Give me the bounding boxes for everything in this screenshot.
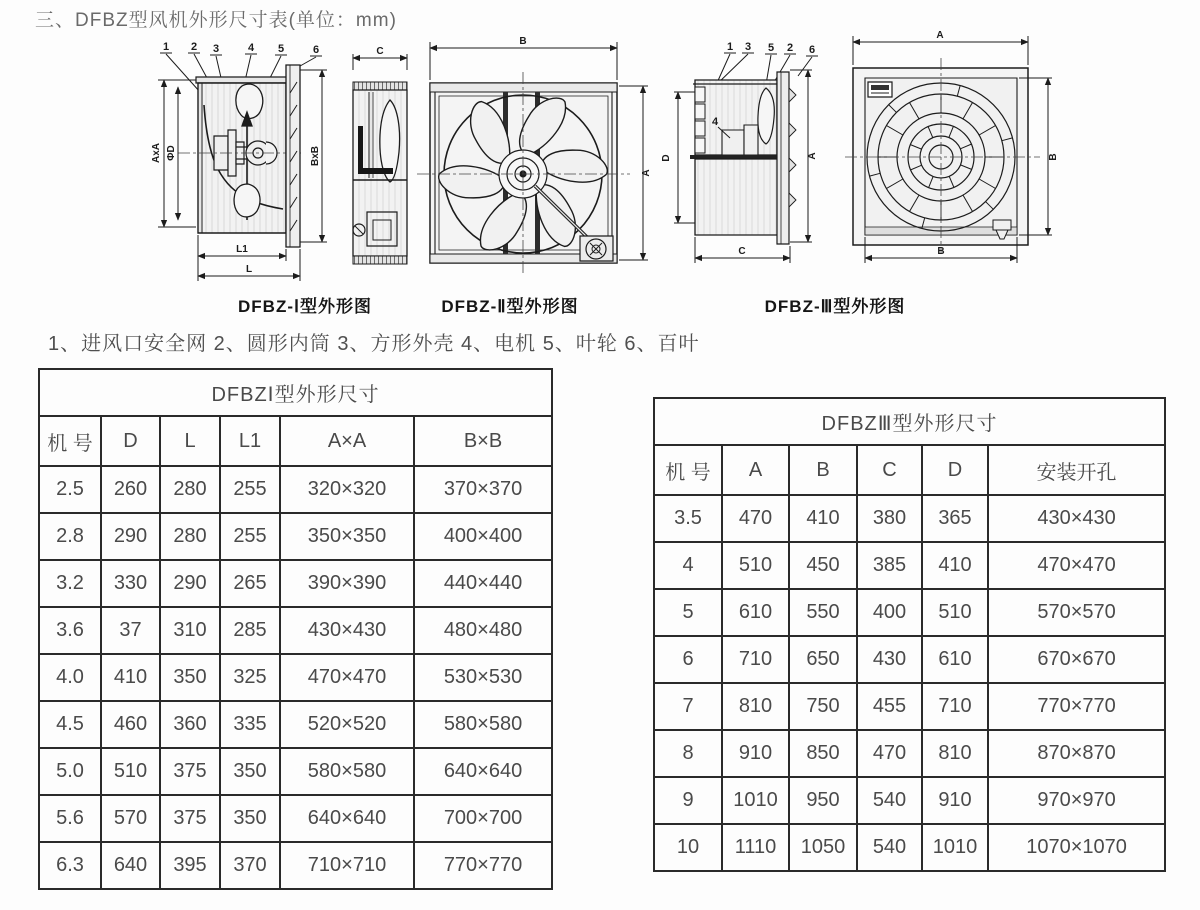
table-cell: 290: [160, 560, 220, 607]
column-header: 机 号: [39, 416, 101, 466]
table-cell: 255: [220, 466, 280, 513]
dim-label-c: C: [738, 246, 746, 257]
table-cell: 610: [922, 636, 988, 683]
table-row: [39, 842, 552, 889]
dimension-phid: [166, 87, 178, 220]
table-cell: 290: [101, 513, 160, 560]
table-cell: 910: [722, 730, 789, 777]
table-cell: 470: [722, 495, 789, 542]
parts-legend: 1、进风口安全网 2、圆形内筒 3、方形外壳 4、电机 5、叶轮 6、百叶: [48, 333, 700, 355]
table-cell: 670×670: [988, 636, 1165, 683]
table-cell: 410: [101, 654, 160, 701]
fan-blade-bottom: [234, 184, 260, 217]
table-cell: 265: [220, 560, 280, 607]
page-title: 三、DFBZ型风机外形尺寸表(单位：mm): [35, 10, 397, 31]
name-plate: [868, 82, 892, 97]
table-cell: 400: [857, 589, 922, 636]
dimension-d: [661, 92, 695, 223]
table-cell: 385: [857, 542, 922, 589]
table-row: [654, 636, 1165, 683]
part-number-6: 6: [808, 44, 816, 56]
column-header: 安装开孔: [988, 445, 1165, 495]
table-row: [654, 589, 1165, 636]
table-row: [39, 607, 552, 654]
table-cell: 700×700: [414, 795, 552, 842]
part-number-5: 5: [277, 43, 285, 55]
part-number-1: 1: [726, 41, 734, 53]
table-cell: 510: [922, 589, 988, 636]
dim-label-l: L: [245, 264, 253, 275]
table-cell: 350: [220, 795, 280, 842]
table-cell: 280: [160, 466, 220, 513]
table-cell: 10: [654, 824, 722, 871]
table-cell: 4.0: [39, 654, 101, 701]
table-cell: 430: [857, 636, 922, 683]
column-header: L: [160, 416, 220, 466]
table-cell: 640×640: [280, 795, 414, 842]
column-header: A×A: [280, 416, 414, 466]
table-cell: 530×530: [414, 654, 552, 701]
table-cell: 3.2: [39, 560, 101, 607]
table-cell: 37: [101, 607, 160, 654]
table-row: [654, 683, 1165, 730]
louver-panel: [286, 65, 300, 247]
column-header: A: [722, 445, 789, 495]
side-view: [661, 70, 818, 263]
column-header: D: [922, 445, 988, 495]
table-cell: 640×640: [414, 748, 552, 795]
table-cell: 3.5: [654, 495, 722, 542]
figure-caption-dfbz2: DFBZ-Ⅱ型外形图: [441, 297, 579, 316]
table-cell: 5.6: [39, 795, 101, 842]
table-cell: 3.6: [39, 607, 101, 654]
dim-label-a: A: [641, 169, 652, 177]
dim-label-b-bottom: B: [937, 246, 945, 257]
column-header: 机 号: [654, 445, 722, 495]
table-header-row: [654, 445, 1165, 495]
table-row: [39, 466, 552, 513]
table-row: [39, 748, 552, 795]
dim-label-a-top: A: [936, 30, 944, 41]
table-cell: 710: [722, 636, 789, 683]
table-cell: 1010: [922, 824, 988, 871]
table-cell: 8: [654, 730, 722, 777]
table-cell: 4: [654, 542, 722, 589]
dimension-c: [695, 237, 790, 263]
table-cell: 810: [922, 730, 988, 777]
dim-label-l1: L1: [236, 244, 248, 255]
table-cell: 390×390: [280, 560, 414, 607]
dimension-a-top: [853, 30, 1028, 65]
front-view: [845, 30, 1059, 263]
dfbz2-figure-svg: [345, 30, 675, 320]
table-cell: 330: [101, 560, 160, 607]
table-cell: 400×400: [414, 513, 552, 560]
table-cell: 850: [789, 730, 857, 777]
table-cell: 640: [101, 842, 160, 889]
table-cell: 480×480: [414, 607, 552, 654]
table-cell: 335: [220, 701, 280, 748]
motor-bracket: [358, 126, 363, 174]
table-cell: 520×520: [280, 701, 414, 748]
table-cell: 1070×1070: [988, 824, 1165, 871]
part-number-5: 5: [767, 42, 775, 54]
corner-motor: [580, 236, 613, 261]
table-cell: 2.5: [39, 466, 101, 513]
table-cell: 455: [857, 683, 922, 730]
table-cell: 350: [160, 654, 220, 701]
column-header: L1: [220, 416, 280, 466]
table-cell: 910: [922, 777, 988, 824]
part-number-3: 3: [744, 41, 752, 53]
column-header: B×B: [414, 416, 552, 466]
table-cell: 810: [722, 683, 789, 730]
dim-label-a-side: A: [807, 152, 818, 160]
dimension-l: [198, 249, 300, 281]
dim-label-d: D: [661, 154, 672, 162]
table-cell: 470: [857, 730, 922, 777]
column-header: C: [857, 445, 922, 495]
table-row: [39, 701, 552, 748]
dimension-a: [619, 86, 652, 260]
part-number-3: 3: [212, 43, 220, 55]
table-cell: 540: [857, 824, 922, 871]
table-cell: 540: [857, 777, 922, 824]
table-cell: 370×370: [414, 466, 552, 513]
column-header: B: [789, 445, 857, 495]
table-cell: 5: [654, 589, 722, 636]
table-cell: 570×570: [988, 589, 1165, 636]
table-cell: 7: [654, 683, 722, 730]
dim-label-axa: AxA: [151, 142, 162, 164]
table-cell: 970×970: [988, 777, 1165, 824]
figure-caption-dfbz1: DFBZ-Ⅰ型外形图: [238, 297, 372, 316]
table-cell: 510: [722, 542, 789, 589]
table-cell: 550: [789, 589, 857, 636]
table-cell: 310: [160, 607, 220, 654]
dimension-bxb: [300, 70, 327, 242]
table-cell: 470×470: [988, 542, 1165, 589]
table-row: [654, 730, 1165, 777]
table-cell: 280: [160, 513, 220, 560]
table-title: DFBZⅢ型外形尺寸: [654, 398, 1165, 445]
table-cell: 510: [101, 748, 160, 795]
part-number-4: 4: [711, 116, 719, 128]
fan-blade-top: [236, 84, 263, 119]
table-cell: 710: [922, 683, 988, 730]
table-cell: 410: [789, 495, 857, 542]
table-cell: 430×430: [280, 607, 414, 654]
table-cell: 395: [160, 842, 220, 889]
table-cell: 650: [789, 636, 857, 683]
table-cell: 6.3: [39, 842, 101, 889]
table-title: DFBZⅠ型外形尺寸: [39, 369, 552, 416]
table-cell: 570: [101, 795, 160, 842]
dimension-l1: [198, 235, 286, 281]
dfbz3-figure-svg: [660, 30, 1070, 320]
table-cell: 5.0: [39, 748, 101, 795]
table-cell: 450: [789, 542, 857, 589]
table-row: [39, 513, 552, 560]
table-row: [654, 824, 1165, 871]
front-view: [417, 36, 652, 274]
table-cell: 430×430: [988, 495, 1165, 542]
table-cell: 375: [160, 748, 220, 795]
dim-label-bxb: BxB: [310, 145, 321, 167]
table-cell: 580×580: [280, 748, 414, 795]
table-cell: 365: [922, 495, 988, 542]
table-cell: 375: [160, 795, 220, 842]
table-cell: 1110: [722, 824, 789, 871]
part-number-2: 2: [190, 41, 198, 53]
part-number-1: 1: [162, 41, 170, 53]
part-number-4: 4: [247, 42, 255, 54]
table-cell: 9: [654, 777, 722, 824]
dfbz3-dimension-table: [653, 397, 1166, 872]
dimension-c: [353, 46, 407, 70]
round-duct-side: [695, 159, 779, 235]
table-cell: 950: [789, 777, 857, 824]
table-cell: 770×770: [414, 842, 552, 889]
figure-caption-dfbz3: DFBZ-Ⅲ型外形图: [764, 297, 906, 316]
table-cell: 285: [220, 607, 280, 654]
table-cell: 260: [101, 466, 160, 513]
part-number-2: 2: [786, 42, 794, 54]
table-header-row: [39, 416, 552, 466]
table-cell: 325: [220, 654, 280, 701]
table-cell: 750: [789, 683, 857, 730]
table-cell: 470×470: [280, 654, 414, 701]
side-view: [353, 46, 407, 264]
table-cell: 460: [101, 701, 160, 748]
louver-panel: [777, 72, 796, 244]
table-row: [654, 495, 1165, 542]
column-header: D: [101, 416, 160, 466]
dim-label-c: C: [376, 46, 384, 57]
table-cell: 380: [857, 495, 922, 542]
table-cell: 1010: [722, 777, 789, 824]
dim-label-b: B: [519, 36, 527, 47]
table-row: [39, 795, 552, 842]
table-cell: 4.5: [39, 701, 101, 748]
table-row: [654, 777, 1165, 824]
table-cell: 360: [160, 701, 220, 748]
table-cell: 350: [220, 748, 280, 795]
dim-label-b-right: B: [1048, 153, 1059, 161]
table-cell: 870×870: [988, 730, 1165, 777]
table-cell: 255: [220, 513, 280, 560]
table-cell: 320×320: [280, 466, 414, 513]
table-row: [39, 560, 552, 607]
dim-label-phid: ΦD: [166, 145, 177, 161]
table-cell: 370: [220, 842, 280, 889]
table-cell: 350×350: [280, 513, 414, 560]
table-row: [654, 542, 1165, 589]
dimension-b: [430, 36, 617, 80]
table-cell: 770×770: [988, 683, 1165, 730]
table-cell: 610: [722, 589, 789, 636]
dfbz1-dimension-table: [38, 368, 553, 890]
table-cell: 1050: [789, 824, 857, 871]
table-cell: 580×580: [414, 701, 552, 748]
table-cell: 710×710: [280, 842, 414, 889]
table-row: [39, 654, 552, 701]
table-cell: 2.8: [39, 513, 101, 560]
table-cell: 410: [922, 542, 988, 589]
table-cell: 440×440: [414, 560, 552, 607]
part-number-6: 6: [312, 44, 320, 56]
table-cell: 6: [654, 636, 722, 683]
